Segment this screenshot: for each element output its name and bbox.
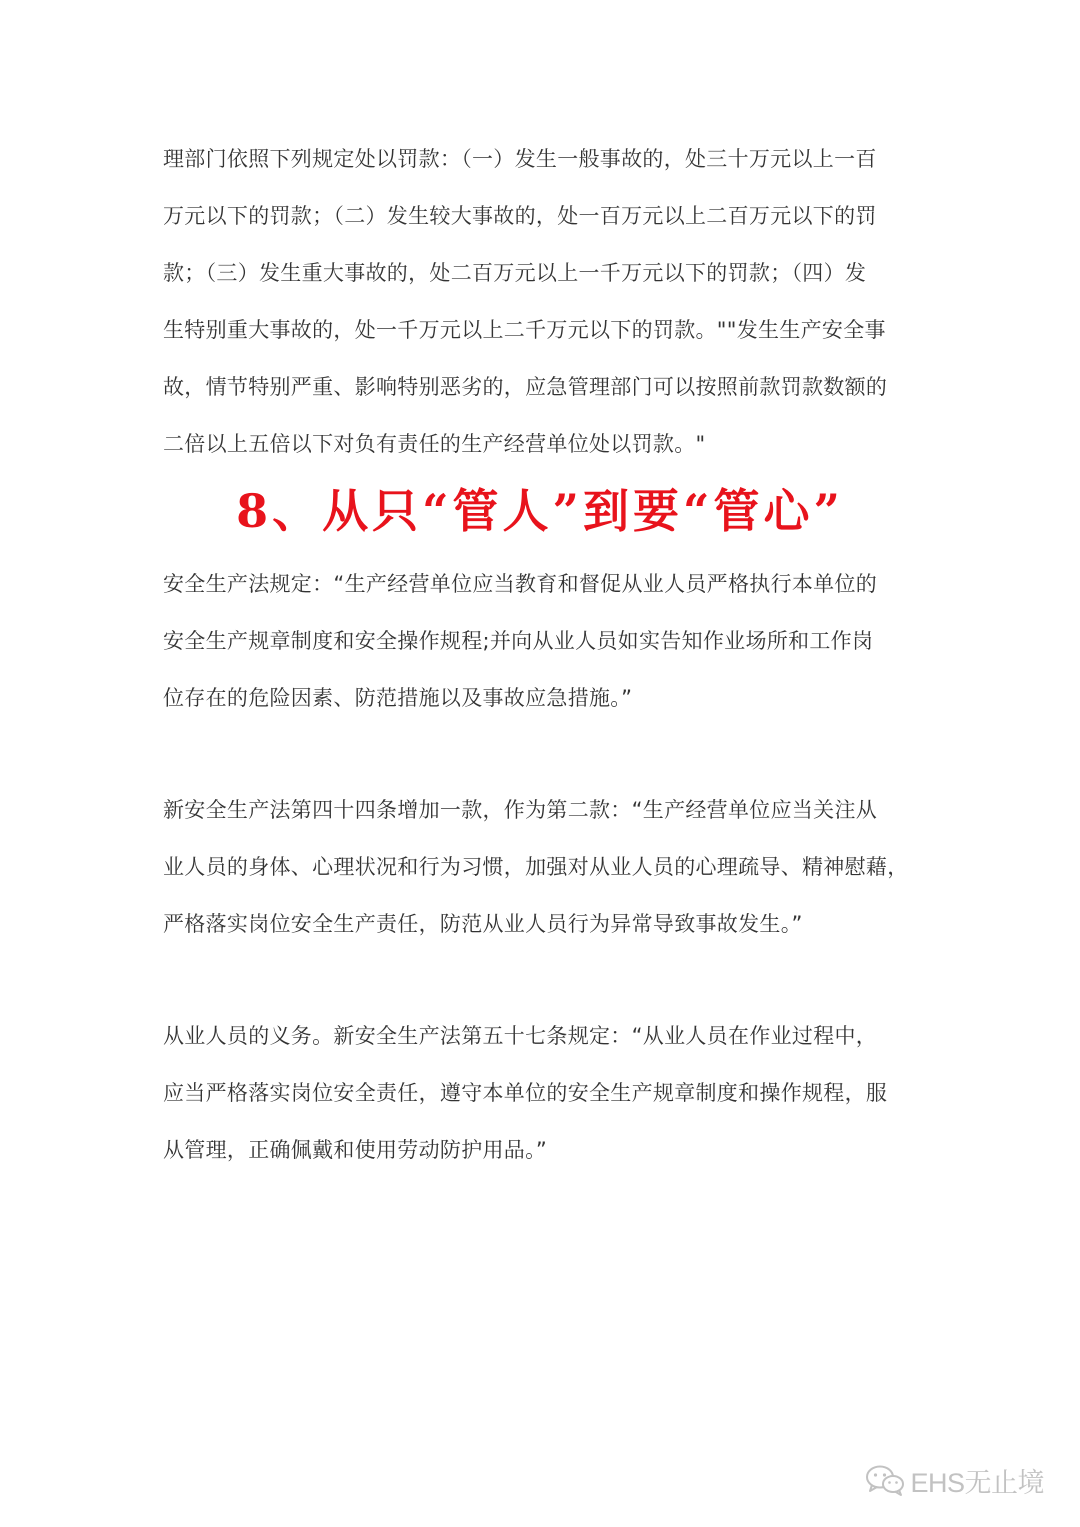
text-line: 严格落实岗位安全生产责任，防范从业人员行为异常导致事故发生。” xyxy=(163,912,803,936)
text-line: 款；（三）发生重大事故的，处二百万元以上一千万元以下的罚款；（四）发 xyxy=(163,261,867,285)
text-line: 安全生产规章制度和安全操作规程;并向从业人员如实告知作业场所和工作岗 xyxy=(163,629,874,653)
wechat-icon xyxy=(864,1463,906,1497)
text-line: 应当严格落实岗位安全责任，遵守本单位的安全生产规章制度和操作规程，服 xyxy=(163,1081,888,1105)
paragraph-penalty-rules xyxy=(163,131,919,473)
text-line: 生特别重大事故的，处一千万元以上二千万元以下的罚款。""发生生产安全事 xyxy=(163,318,886,342)
paragraph-education-duty xyxy=(163,556,919,727)
text-line: 新安全生产法第四十四条增加一款，作为第二款：“生产经营单位应当关注从 xyxy=(163,798,878,822)
text-line: 安全生产法规定：“生产经营单位应当教育和督促从业人员严格执行本单位的 xyxy=(163,572,878,596)
text-line: 从管理，正确佩戴和使用劳动防护用品。” xyxy=(163,1138,548,1162)
watermark-text: EHS无止境 xyxy=(910,1467,1044,1498)
text-line: 理部门依照下列规定处以罚款：（一）发生一般事故的，处三十万元以上一百 xyxy=(163,147,877,171)
paragraph-article-44 xyxy=(163,782,919,953)
text-line: 从业人员的义务。新安全生产法第五十七条规定：“从业人员在作业过程中， xyxy=(163,1024,878,1048)
watermark xyxy=(864,1460,1044,1500)
section-heading: 8、从只“管人”到要“管心” xyxy=(236,484,844,538)
text-line: 二倍以上五倍以下对负有责任的生产经营单位处以罚款。" xyxy=(163,432,706,456)
text-line: 业人员的身体、心理状况和行为习惯，加强对从业人员的心理疏导、精神慰藉， xyxy=(163,855,909,879)
text-line: 位存在的危险因素、防范措施以及事故应急措施。” xyxy=(163,686,633,710)
text-line: 故，情节特别严重、影响特别恶劣的，应急管理部门可以按照前款罚款数额的 xyxy=(163,375,888,399)
text-line: 万元以下的罚款；（二）发生较大事故的，处一百万元以上二百万元以下的罚 xyxy=(163,204,877,228)
paragraph-article-57 xyxy=(163,1008,919,1179)
